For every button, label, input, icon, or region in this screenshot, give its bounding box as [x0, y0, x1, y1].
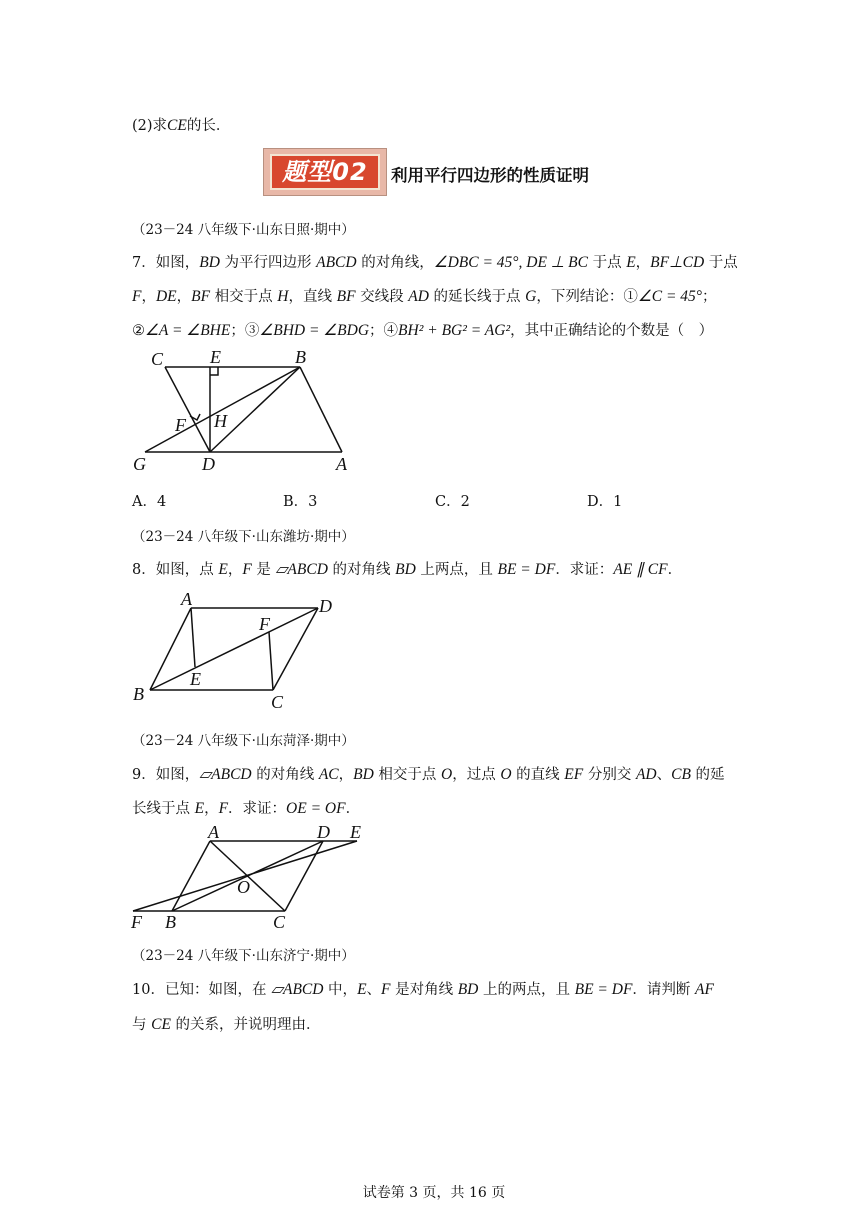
text: ②: [132, 323, 145, 339]
label-b: B: [295, 347, 306, 367]
q7-option-d: D．1: [587, 494, 623, 510]
label-b: B: [165, 912, 176, 932]
text: 9．如图，: [132, 767, 200, 783]
q7-option-c: C．2: [435, 494, 470, 510]
text: 分别交: [583, 767, 636, 783]
text: 是: [251, 562, 276, 578]
math: BD: [199, 254, 220, 271]
q7-text-line1: [132, 251, 738, 272]
text: ，过点: [452, 767, 501, 783]
segment-bd: [150, 608, 318, 690]
text: ；④: [369, 323, 399, 339]
text: 的延: [690, 767, 725, 783]
math: E: [357, 981, 367, 998]
math: BF⊥CD: [650, 254, 705, 271]
text: 的关系，并说明理由．: [170, 1017, 321, 1033]
text: ．: [667, 562, 683, 578]
text: ，: [227, 562, 243, 578]
text: ；③: [230, 323, 260, 339]
label-e: E: [210, 347, 221, 367]
label-a: A: [181, 589, 192, 609]
segment-ae: [191, 608, 195, 667]
label-f: F: [131, 912, 142, 932]
text: 相交于点: [210, 289, 278, 305]
text: ．求证：: [228, 801, 287, 817]
text: 的长．: [186, 118, 231, 134]
text: ，直线: [288, 289, 337, 305]
text: 、: [366, 982, 382, 998]
math: BD: [395, 561, 416, 578]
text: 相交于点: [373, 767, 442, 783]
q8-figure: [125, 588, 345, 713]
label-e: E: [350, 822, 361, 842]
q7-option-b: B．3: [283, 494, 318, 510]
text: 与: [132, 1017, 152, 1033]
math: ▱ABCD: [271, 981, 324, 998]
right-angle-f: [190, 414, 200, 420]
segment-ba: [300, 367, 342, 452]
math: BE = DF: [574, 981, 633, 998]
math: AC: [318, 766, 339, 783]
math: ▱ABCD: [199, 766, 252, 783]
label-c: C: [151, 349, 164, 369]
math: O: [441, 766, 453, 783]
label-f: F: [259, 614, 270, 634]
segment-dc: [285, 841, 323, 911]
math: AD: [635, 766, 657, 783]
text: 上的两点，且: [478, 982, 575, 998]
q9-text-line2: [132, 797, 360, 818]
text: ．请判断: [632, 982, 696, 998]
math: E: [626, 254, 636, 271]
text: ，: [204, 801, 219, 817]
segment-ab: [150, 608, 191, 690]
text: 的对角线: [327, 562, 396, 578]
label-a: A: [208, 822, 219, 842]
text: ，: [635, 255, 651, 271]
math: ∠C = 45°: [637, 288, 703, 305]
math: F: [132, 288, 142, 305]
text: (2)求: [132, 118, 168, 134]
q9-source: （23－24 八年级下·山东菏泽·期中）: [132, 733, 355, 749]
section-badge-label: 题型02: [270, 154, 380, 190]
text: 、: [656, 767, 672, 783]
label-c: C: [271, 692, 284, 712]
math: ∠DBC = 45°, DE ⊥ BC: [433, 254, 588, 271]
text: ．求证：: [555, 562, 614, 578]
text: 为平行四边形: [219, 255, 317, 271]
q9-text-line1: [132, 763, 725, 784]
label-f: F: [175, 415, 186, 435]
math: DE: [155, 288, 177, 305]
segment-ab: [172, 841, 210, 911]
math: E: [218, 561, 228, 578]
text: ，: [141, 289, 156, 305]
q10-text-line2: [132, 1013, 321, 1034]
math: ABCD: [316, 254, 357, 271]
q7-text-line2: [132, 285, 717, 306]
text: 10．已知：如图，在: [132, 982, 272, 998]
q7-option-a: A．4: [132, 494, 167, 510]
text: 于点: [587, 255, 627, 271]
math-var: CE: [167, 117, 187, 134]
text: 于点: [704, 255, 738, 271]
sub-question-2: [132, 114, 230, 135]
q8-source: （23－24 八年级下·山东潍坊·期中）: [132, 529, 355, 545]
text: ，: [338, 767, 354, 783]
math: ▱ABCD: [275, 561, 328, 578]
segment-cd: [165, 367, 210, 452]
text: 上两点，且: [415, 562, 498, 578]
math: AE ∥ CF: [613, 561, 668, 578]
text: ，: [176, 289, 192, 305]
q7-source: （23－24 八年级下·山东日照·期中）: [132, 222, 355, 238]
label-e: E: [190, 669, 201, 689]
math: ∠A = ∠BHE: [145, 322, 231, 339]
text: ．: [345, 801, 361, 817]
math: AF: [695, 981, 714, 998]
math: G: [525, 288, 537, 305]
section-badge: [263, 148, 387, 196]
label-d: D: [319, 596, 332, 616]
math: AD: [408, 288, 429, 305]
q10-source: （23－24 八年级下·山东济宁·期中）: [132, 948, 355, 964]
math: CE: [151, 1016, 171, 1033]
math: F: [218, 800, 229, 817]
text: 7．如图，: [132, 255, 200, 271]
math: OE = OF: [286, 800, 346, 817]
math: BF: [191, 288, 211, 305]
text: 是对角线: [390, 982, 458, 998]
label-a: A: [336, 454, 347, 474]
label-g: G: [133, 454, 146, 474]
text: 交线段: [355, 289, 409, 305]
q9-figure: [125, 823, 370, 938]
label-d: D: [202, 454, 215, 474]
text: 的对角线: [251, 767, 319, 783]
label-c: C: [273, 912, 286, 932]
label-h: H: [214, 411, 227, 431]
math: CB: [671, 766, 691, 783]
right-angle-e: [210, 367, 218, 375]
math: BD: [457, 981, 479, 998]
page-footer: 试卷第 3 页，共 16 页: [362, 1185, 506, 1201]
text: 中，: [323, 982, 358, 998]
math: BH² + BG² = AG²: [398, 322, 511, 339]
math: EF: [564, 766, 584, 783]
math: BD: [353, 766, 374, 783]
math: ∠BHD = ∠BDG: [259, 322, 370, 339]
label-b: B: [133, 684, 144, 704]
math: F: [381, 981, 391, 998]
text: 8．如图，点: [132, 562, 219, 578]
section-title: 利用平行四边形的性质证明: [391, 166, 589, 185]
math: E: [194, 800, 205, 817]
text: 长线于点: [132, 801, 195, 817]
text: 的延长线于点: [428, 289, 526, 305]
q7-text-line3: [132, 319, 713, 340]
text: ，下列结论：①: [536, 289, 638, 305]
text: 的对角线，: [356, 255, 434, 271]
label-d: D: [317, 822, 330, 842]
math: O: [500, 766, 512, 783]
segment-fc: [269, 632, 273, 690]
math: BF: [336, 288, 356, 305]
q8-text-line1: [132, 558, 682, 579]
math: F: [242, 561, 252, 578]
q10-text-line1: [132, 978, 714, 999]
segment-fe: [133, 841, 357, 911]
math: H: [277, 288, 289, 305]
text: ，其中正确结论的个数是（ ）: [510, 323, 714, 339]
text: ；: [702, 289, 717, 305]
label-o: O: [237, 877, 250, 897]
math: BE = DF: [497, 561, 556, 578]
q7-figure: [125, 345, 365, 480]
text: 的直线: [511, 767, 565, 783]
segment-dc: [273, 608, 318, 690]
